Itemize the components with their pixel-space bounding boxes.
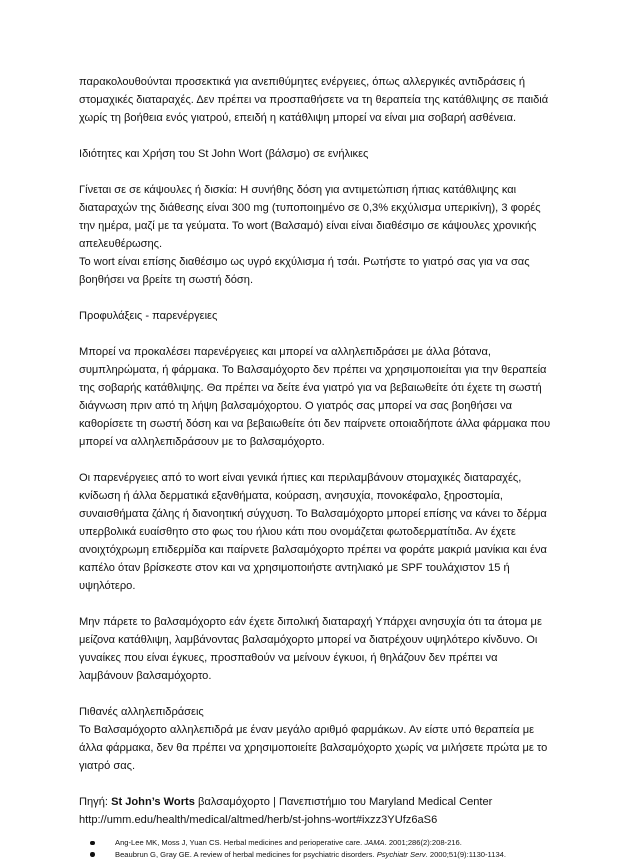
reference-item	[79, 849, 569, 860]
text-line: Γίνεται σε σε κάψουλες ή δισκία: Η συνήθης δόση για αντιμετώπιση ήπιας κατάθλιψης και	[79, 181, 569, 199]
source-prefix: Πηγή:	[79, 796, 111, 808]
text-line: παρακολουθούνται προσεκτικά για ανεπιθύμητες ενέργειες, όπως αλλεργικές αντιδράσεις ή	[79, 73, 569, 91]
text-line: μείζονα κατάθλιψη, λαμβάνοντας βαλσαμόχορτο μπορεί να διατρέχουν υψηλότερο κίνδυνο. Οι	[79, 631, 569, 649]
text-line: χωρίς τη βοήθεια ενός γιατρού, επειδή η κατάθλιψη μπορεί να είναι μια σοβαρή ασθένεια.	[79, 109, 569, 127]
text-line: καπέλο όταν βρίσκεστε στον και να χρησιμοποιήστε αντηλιακό με SPF τουλάχιστον 15 ή	[79, 559, 569, 577]
source-url[interactable]: http://umm.edu/health/medical/altmed/herb/st-johns-wort#ixzz3YUfz6aS6	[79, 811, 569, 829]
source-citation	[79, 793, 569, 829]
text-line: απελευθέρωσης.	[79, 235, 569, 253]
reference-text: Beaubrun G, Gray GE. A review of herbal medicines for psychiatric disorders.	[115, 850, 377, 859]
interactions-paragraph	[79, 721, 569, 775]
source-line	[79, 793, 569, 811]
interactions-heading: Πιθανές αλληλεπιδράσεις	[79, 703, 569, 721]
precautions-paragraph-2	[79, 469, 569, 595]
precautions-paragraph-1	[79, 343, 569, 451]
text-line: Το Βαλσαμόχορτο αλληλεπιδρά με έναν μεγάλο αριθμό φαρμάκων. Αν είστε υπό θεραπεία με	[79, 721, 569, 739]
source-suffix: βαλσαμόχορτο | Πανεπιστήμιο του Maryland Medical Center	[195, 796, 492, 808]
text-line: την ημέρα, μαζί με τα γεύματα. Το wort (Βαλσαμό) είναι είναι διαθέσιμο σε κάψουλες χρονικής	[79, 217, 569, 235]
reference-text: Ang-Lee MK, Moss J, Yuan CS. Herbal medicines and perioperative care.	[115, 838, 364, 847]
text-line: μπορεί να αλληλεπιδράσουν με το βαλσαμόχορτο.	[79, 433, 569, 451]
text-line: υπερβολικά ευαίσθητο στο φως του ήλιου κάτι που ονομάζεται φωτοδερματίτιδα. Αν έχετε	[79, 523, 569, 541]
text-line: κνίδωση ή άλλα δερματικά εξανθήματα, κούραση, ανησυχία, πονοκέφαλο, ξηροστομία,	[79, 487, 569, 505]
bullet-icon	[90, 852, 95, 857]
text-line: βοηθήσει να βρείτε τη σωστή δόση.	[79, 271, 569, 289]
text-line: στομαχικές διαταραχές. Δεν πρέπει να προσπαθήσετε να τη θεραπεία της κατάθλιψης σε παιδιά	[79, 91, 569, 109]
text-line: άλλα φάρμακα, δεν θα πρέπει να χρησιμοποιείτε βαλσαμόχορτο χωρίς να μιλήσετε πρώτα με το	[79, 739, 569, 757]
text-line: διάγνωση πριν από τη λήψη βαλσαμόχορτου. Ο γιατρός σας μπορεί να σας βοηθήσει να	[79, 397, 569, 415]
reference-journal: Psychiatr Serv	[377, 850, 426, 859]
text-line: γιατρό σας.	[79, 757, 569, 775]
references-list	[79, 837, 569, 860]
reference-item	[79, 837, 569, 849]
usage-heading: Ιδιότητες και Χρήση του St John Wort (βάλσμο) σε ενήλικες	[79, 145, 569, 163]
text-line: Το wort είναι επίσης διαθέσιμο ως υγρό εκχύλισμα ή τσάι. Ρωτήστε το γιατρό σας για να σας	[79, 253, 569, 271]
reference-details: . 2000;51(9):1130-1134.	[426, 850, 506, 859]
intro-paragraph	[79, 73, 569, 127]
reference-details: . 2001;286(2):208-216.	[385, 838, 462, 847]
usage-paragraph	[79, 181, 569, 289]
text-line: της σοβαρής κατάθλιψης. Θα πρέπει να δείτε ένα γιατρό για να βεβαιωθείτε ότι έχετε τη σωστή	[79, 379, 569, 397]
document-body	[79, 73, 569, 860]
text-line: διαταραχών της διάθεσης είναι 300 mg (τυποποιημένο σε 0,3% εκχύλισμα υπερικίνη), 3 φορές	[79, 199, 569, 217]
reference-journal: JAMA	[364, 838, 384, 847]
text-line: Οι παρενέργειες από το wort είναι γενικά ήπιες και περιλαμβάνουν στομαχικές διαταραχές,	[79, 469, 569, 487]
text-line: καθορίσετε τη σωστή δόση και να βεβαιωθείτε ότι δεν παίρνετε οποιαδήποτε άλλα φάρμακα που	[79, 415, 569, 433]
text-line: υψηλότερο.	[79, 577, 569, 595]
text-line: συναισθήματα ζάλης ή διανοητική σύγχυση. Το Βαλσαμόχορτο μπορεί επίσης να κάνει το δέρμα	[79, 505, 569, 523]
text-line: συμπληρώματα, ή φάρμακα. Το Βαλσαμόχορτο δεν πρέπει να χρησιμοποιείται για την θεραπεία	[79, 361, 569, 379]
text-line: ανοιχτόχρωμη επιδερμίδα και παίρνετε βαλσαμόχορτο πρέπει να φοράτε μακριά μανίκια και ένα	[79, 541, 569, 559]
text-line: λαμβάνουν βαλσαμόχορτο.	[79, 667, 569, 685]
bullet-icon	[90, 841, 95, 846]
text-line: γυναίκες που είναι έγκυες, προσπαθούν να μείνουν έγκυοι, ή θηλάζουν δεν πρέπει να	[79, 649, 569, 667]
precautions-paragraph-3	[79, 613, 569, 685]
source-title: St John’s Worts	[111, 796, 195, 808]
precautions-heading: Προφυλάξεις - παρενέργειες	[79, 307, 569, 325]
text-line: Μπορεί να προκαλέσει παρενέργειες και μπορεί να αλληλεπιδράσει με άλλα βότανα,	[79, 343, 569, 361]
text-line: Μην πάρετε το βαλσαμόχορτο εάν έχετε διπολική διαταραχή Υπάρχει ανησυχία ότι τα άτομα με	[79, 613, 569, 631]
